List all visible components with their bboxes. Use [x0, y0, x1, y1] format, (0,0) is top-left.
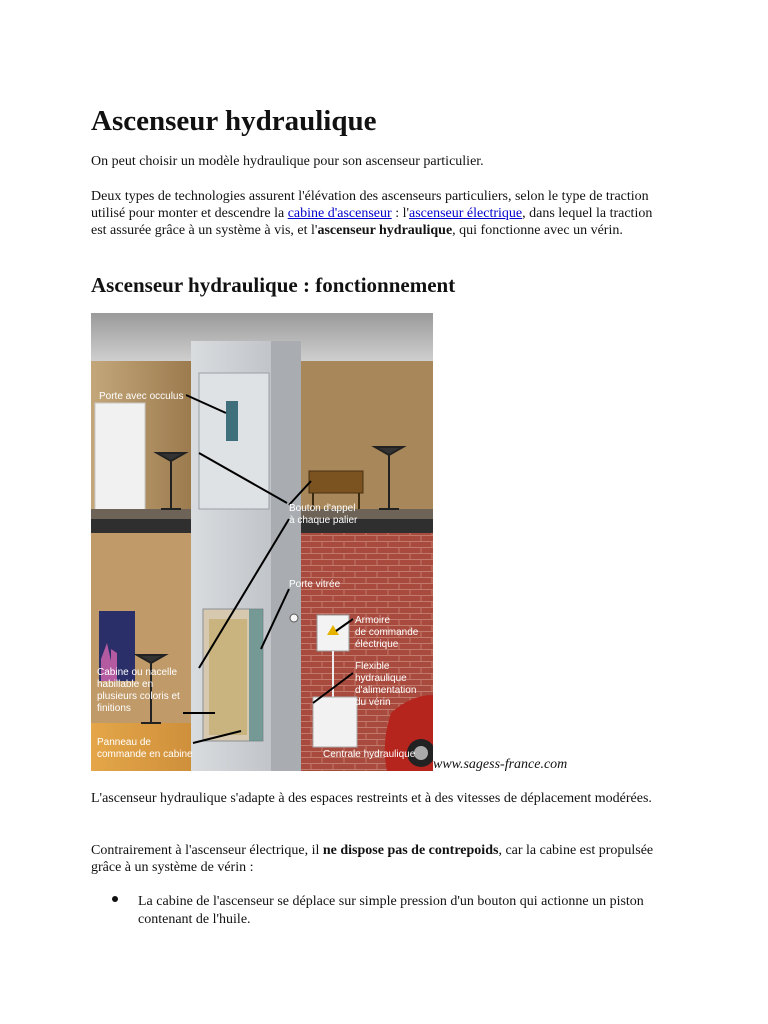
- ascenseur-electrique-link[interactable]: ascenseur électrique: [409, 206, 523, 221]
- bold-text: ascenseur hydraulique: [317, 223, 453, 238]
- text-run: : l': [391, 206, 409, 221]
- label-bouton-appel: Bouton d'appel: [289, 503, 356, 514]
- cabine-ascenseur-link[interactable]: cabine d'ascenseur: [287, 206, 392, 221]
- label-flexible: hydraulique: [355, 673, 407, 684]
- bench: [309, 471, 363, 493]
- label-cabine: habillable en: [97, 679, 154, 690]
- list-item: [91, 893, 671, 929]
- label-flexible: du vérin: [355, 697, 391, 708]
- text-run: Contrairement à l'ascenseur électrique, il: [91, 843, 323, 858]
- label-armoire: Armoire: [355, 615, 391, 626]
- glass-door: [249, 609, 263, 741]
- text-run: , car la cabine est propulsée grâce à un système de vérin :: [91, 843, 654, 875]
- label-cabine: finitions: [97, 703, 131, 714]
- hydraulic-unit: [313, 697, 357, 747]
- label-porte-occulus: Porte avec occulus: [99, 391, 184, 402]
- intro-paragraph: On peut choisir un modèle hydraulique pour son ascenseur particulier.: [91, 154, 484, 169]
- label-bouton-appel: à chaque palier: [289, 515, 358, 526]
- image-credit: www.sagess-france.com: [433, 757, 568, 772]
- label-flexible: Flexible: [355, 661, 390, 672]
- contrepoids-paragraph: [91, 842, 666, 876]
- label-flexible: d'alimentation: [355, 685, 417, 696]
- text-run: , qui fonctionne avec un vérin.: [452, 223, 623, 238]
- elevator-illustration: [91, 313, 433, 771]
- page-title: Ascenseur hydraulique: [91, 105, 377, 137]
- door-occulus: [226, 401, 238, 441]
- upper-door: [95, 403, 145, 511]
- text-run: Deux types de technologies assurent l'élévation des ascenseurs particuliers, selon le type de traction utilisé pour monter et descendre la: [91, 189, 649, 221]
- adaptation-paragraph: L'ascenseur hydraulique s'adapte à des espaces restreints et à des vitesses de déplacement modérées.: [91, 791, 652, 806]
- label-panneau: Panneau de: [97, 737, 151, 748]
- bold-text: ne dispose pas de contrepoids: [322, 843, 499, 858]
- text-run: , dans lequel la traction est assurée grâce à un système à vis, et l': [91, 206, 653, 238]
- list-item-text: La cabine de l'ascenseur se déplace sur simple pression d'un bouton qui actionne un piston contenant de l'huile.: [138, 894, 644, 927]
- car-wheel-rim: [414, 746, 428, 760]
- technologies-paragraph: [91, 188, 666, 239]
- bullet-icon: [112, 896, 118, 902]
- label-armoire: de commande: [355, 627, 419, 638]
- cabin-interior: [209, 619, 247, 735]
- bullet-list: [91, 893, 671, 929]
- section-heading: Ascenseur hydraulique : fonctionnement: [91, 273, 456, 297]
- label-porte-vitree: Porte vitrée: [289, 579, 341, 590]
- shaft-side: [271, 341, 301, 771]
- elevator-diagram-image: [91, 313, 433, 771]
- label-cabine: plusieurs coloris et: [97, 691, 180, 702]
- label-armoire: électrique: [355, 639, 399, 650]
- label-centrale: Centrale hydraulique: [323, 749, 416, 760]
- label-cabine: Cabine ou nacelle: [97, 667, 178, 678]
- label-panneau: commande en cabine: [97, 749, 193, 760]
- call-button: [290, 614, 298, 622]
